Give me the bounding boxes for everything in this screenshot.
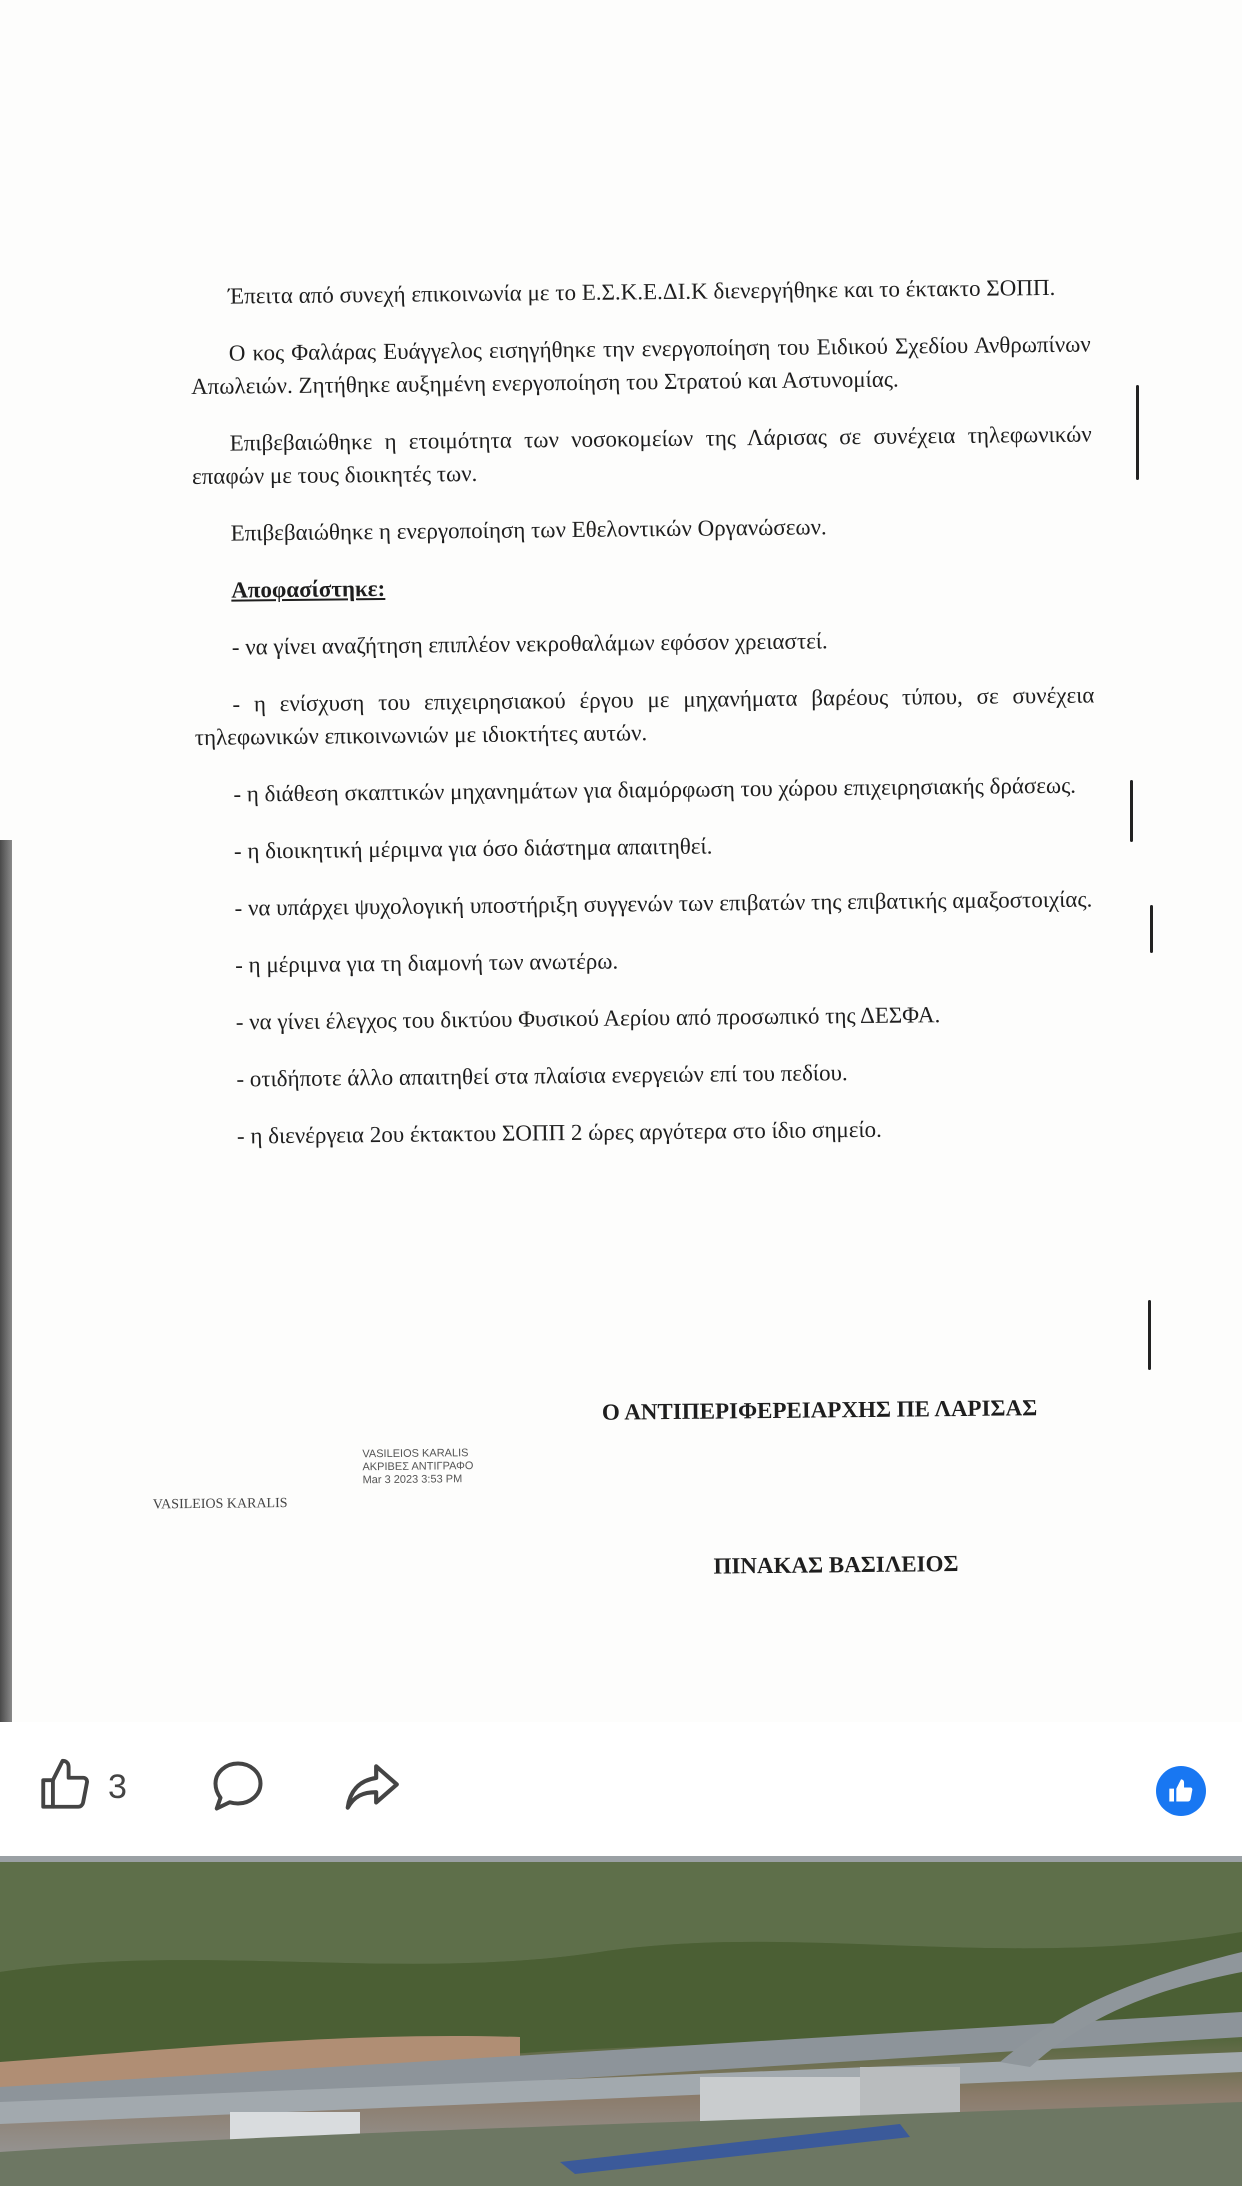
decision-7: - να γίνει έλεγχος του δικτύου Φυσικού Αερίου από προσωπικό της ΔΕΣΦΑ. bbox=[235, 1002, 941, 1035]
decision-5: - να υπάρχει ψυχολογική υποστήριξη συγγενών των επιβατών της επιβατικής αμαξοστοιχίας. bbox=[234, 886, 1093, 921]
document-page bbox=[152, 271, 1104, 1630]
aerial-photo-drawing bbox=[0, 1862, 1242, 2186]
paragraph-2: Ο κος Φαλάρας Ευάγγελος εισηγήθηκε την ενεργοποίηση του Ειδικού Σχεδίου Ανθρωπίνων Απωλειών. Ζητήθηκε αυξημένη ενεργοποίηση του Στρατού και Αστυνομίας. bbox=[190, 331, 1091, 399]
stamp-line-2: ΑΚΡΙΒΕΣ ΑΝΤΙΓΡΑΦΟ bbox=[362, 1460, 474, 1474]
next-post-aerial-photo[interactable] bbox=[0, 1862, 1242, 2186]
post-action-bar bbox=[0, 1722, 1242, 1860]
share-icon bbox=[340, 1756, 402, 1823]
like-count: 3 bbox=[108, 1768, 127, 1806]
digital-signature-stamp bbox=[362, 1447, 473, 1487]
paragraph-4: Επιβεβαιώθηκε η ενεργοποίηση των Εθελοντικών Οργανώσεων. bbox=[230, 514, 827, 546]
stamp-line-1: VASILEIOS KARALIS bbox=[362, 1447, 469, 1461]
stamp-line-3: Mar 3 2023 3:53 PM bbox=[362, 1473, 463, 1487]
like-button[interactable] bbox=[36, 1756, 127, 1819]
margin-mark bbox=[1136, 385, 1139, 480]
decision-1: - να γίνει αναζήτηση επιπλέον νεκροθαλάμων εφόσον χρειαστεί. bbox=[231, 628, 828, 660]
decision-6: - η μέριμνα για τη διαμονή των ανωτέρω. bbox=[235, 948, 619, 978]
decision-2: - η ενίσχυση του επιχειρησιακού έργου με μηχανήματα βαρέους τύπου, σε συνέχεια τηλεφωνικών επικοινωνιών με ιδιοκτήτες αυτών. bbox=[194, 682, 1095, 750]
decision-4: - η διοικητική μέριμνα για όσο διάστημα απαιτηθεί. bbox=[233, 833, 713, 864]
decision-heading: Αποφασίστηκε: bbox=[231, 575, 386, 603]
decision-3: - η διάθεση σκαπτικών μηχανημάτων για διαμόρφωση του χώρου επιχειρησιακής δράσεως. bbox=[233, 772, 1077, 807]
decision-8: - οτιδήποτε άλλο απαιτηθεί στα πλαίσια ενεργειών επί του πεδίου. bbox=[236, 1060, 848, 1092]
decision-9: - η διενέργεια 2ου έκτακτου ΣΟΠΠ 2 ώρες αργότερα στο ίδιο σημείο. bbox=[236, 1116, 882, 1149]
paragraph-3: Επιβεβαιώθηκε η ετοιμότητα των νοσοκομείων της Λάρισας σε συνέχεια τηλεφωνικών επαφών με τους διοικητές των. bbox=[191, 421, 1092, 489]
thumbs-up-icon bbox=[36, 1756, 94, 1819]
stamp-signer: VASILEIOS KARALIS bbox=[152, 1496, 288, 1513]
share-button[interactable] bbox=[340, 1756, 402, 1823]
signature-title: Ο ΑΝΤΙΠΕΡΙΦΕΡΕΙΑΡΧΗΣ ΠΕ ΛΑΡΙΣΑΣ bbox=[601, 1395, 1038, 1425]
margin-mark bbox=[1150, 905, 1153, 953]
paragraph-1: Έπειτα από συνεχή επικοινωνία με το Ε.Σ.Κ.Ε.ΔΙ.Κ διενεργήθηκε και το έκτακτο ΣΟΠΠ. bbox=[228, 274, 1056, 309]
signature-name: ΠΙΝΑΚΑΣ ΒΑΣΙΛΕΙΟΣ bbox=[713, 1551, 959, 1579]
comment-icon bbox=[208, 1756, 268, 1821]
facebook-like-reaction-icon[interactable] bbox=[1156, 1766, 1206, 1816]
comment-button[interactable] bbox=[208, 1756, 268, 1821]
photo-left-edge bbox=[0, 840, 12, 1722]
margin-mark bbox=[1130, 780, 1133, 842]
margin-mark bbox=[1148, 1300, 1151, 1370]
